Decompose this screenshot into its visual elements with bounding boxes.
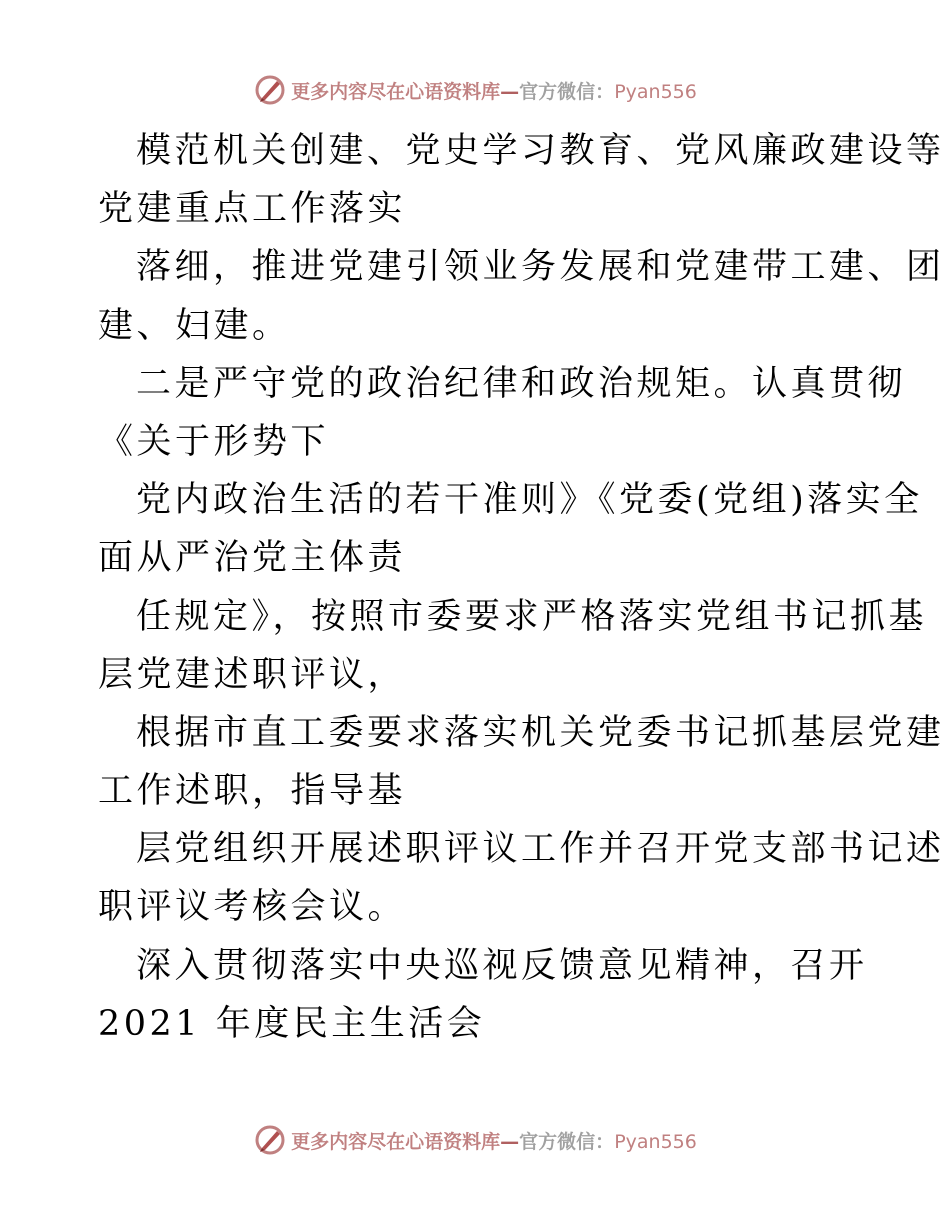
document-body [98,122,945,1053]
watermark-account: Pyan556 [614,1130,697,1153]
watermark-dash: — [500,80,520,103]
text-line: 二是严守党的政治纪律和政治规矩。认真贯彻 [136,363,907,404]
text-line: 工作述职，指导基 [98,771,407,812]
text-line: 党内政治生活的若干准则》《党委(党组)落实全 [136,480,923,521]
text-line: 模范机关创建、党史学习教育、党风廉政建设等 [136,131,945,171]
watermark-label: 官方微信： [519,80,615,103]
text-line: 根据市直工委要求落实机关党委书记抓基层党建 [136,712,945,753]
watermark-account: Pyan556 [614,80,697,103]
text-line: 层党建述职评议， [98,654,407,695]
text-line: 深入贯彻落实中央巡视反馈意见精神，召开 [136,945,868,986]
watermark-label: 官方微信： [519,1130,615,1153]
quill-logo-icon [253,1123,287,1157]
watermark-footer [0,1120,950,1160]
text-line: 任规定》，按照市委要求严格落实党组书记抓基 [136,596,928,637]
watermark-dash: — [500,1130,520,1153]
watermark-text [291,77,697,104]
text-line: 面从严治党主体责 [98,538,407,579]
watermark-main: 更多内容尽在心语资料库 [291,80,501,103]
watermark-text [291,1127,697,1154]
text-line: 建、妇建。 [98,305,291,346]
watermark-main: 更多内容尽在心语资料库 [291,1130,501,1153]
text-line: 职评议考核会议。 [98,887,407,928]
text-line: 《关于形势下 [98,421,330,462]
text-line: 落细，推进党建引领业务发展和党建带工建、团 [136,247,945,288]
watermark-header [0,70,950,110]
text-line: 2021 年度民主生活会 [98,1003,486,1044]
quill-logo-icon [253,73,287,107]
text-line: 层党组织开展述职评议工作并召开党支部书记述 [136,829,945,870]
text-line: 党建重点工作落实 [98,189,407,230]
